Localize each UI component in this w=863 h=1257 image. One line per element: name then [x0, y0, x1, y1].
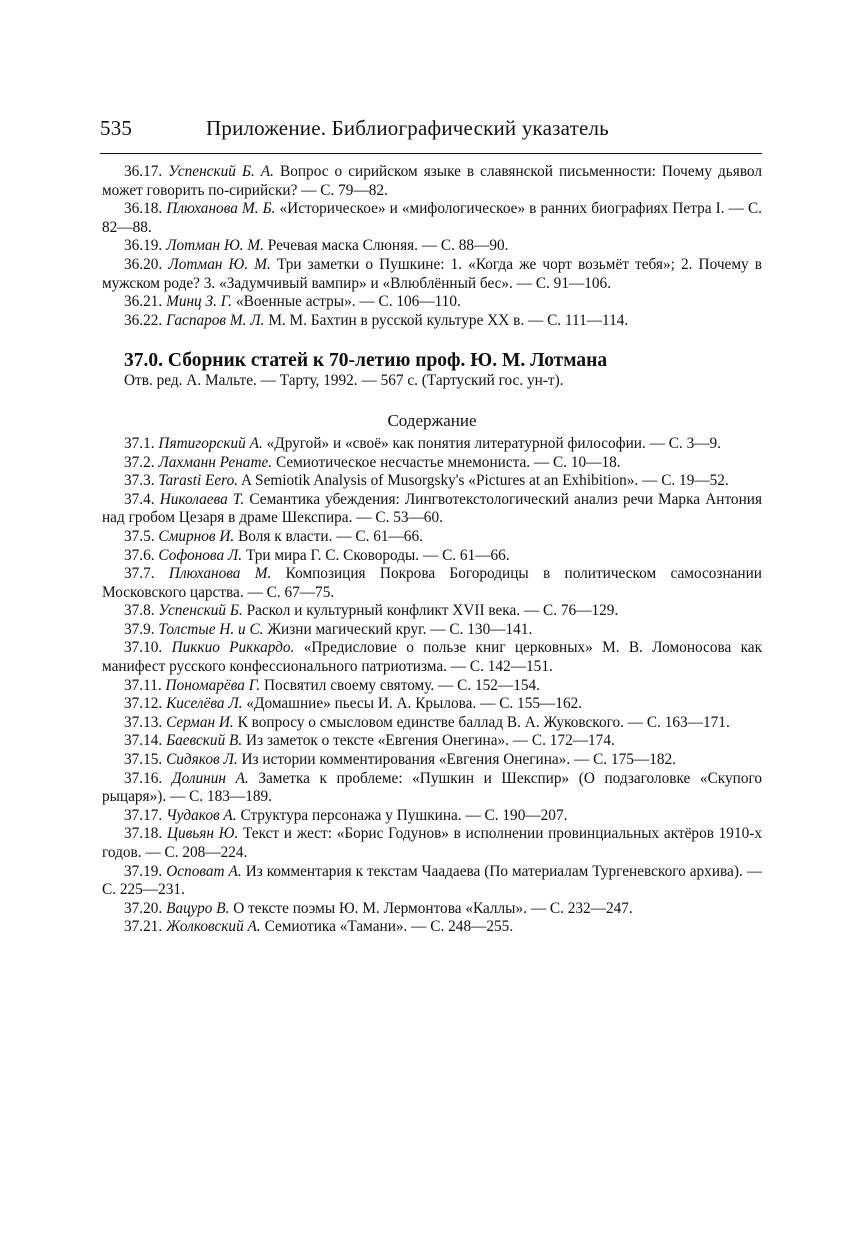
entry-author: Лотман Ю. М. — [166, 237, 264, 255]
entry-text: «Военные астры». — С. 106—110. — [235, 293, 461, 311]
bibliography-entry — [102, 695, 762, 714]
bibliography-entry — [102, 900, 762, 919]
entry-author: Николаева Т. — [159, 490, 245, 508]
bibliography-entry — [102, 639, 762, 676]
entry-author: Чудаков А. — [166, 806, 237, 824]
entry-text: М. М. Бахтин в русской культуре XX в. — С. 111—114. — [268, 311, 629, 329]
entry-number: 37.17. — [124, 806, 163, 824]
bibliography-entry — [102, 714, 762, 733]
entry-text: Вопрос о сирийском языке в славянской письменности: Почему дьявол может говорить по-сирийски? — С. 79—82. — [102, 163, 763, 199]
entry-number: 36.22. — [124, 311, 163, 329]
entry-author: Софонова Л. — [158, 546, 243, 564]
entry-number: 37.3. — [124, 472, 155, 490]
entry-author: Долинин А. — [171, 769, 249, 787]
entry-text: Три мира Г. С. Сковороды. — С. 61—66. — [245, 546, 510, 564]
bibliography-entry — [102, 293, 762, 312]
entry-number: 37.7. — [124, 565, 155, 583]
entry-number: 37.8. — [124, 602, 155, 620]
bibliography-entry — [102, 454, 762, 473]
entry-number: 37.12. — [124, 695, 163, 713]
entry-number: 37.13. — [124, 713, 163, 731]
entry-text: Раскол и культурный конфликт XVII века. — С. 76—129. — [246, 602, 619, 620]
entry-author: Успенский Б. А. — [168, 163, 274, 180]
entry-text: О тексте поэмы Ю. М. Лермонтова «Каллы». — С. 232—247. — [233, 899, 633, 917]
running-title: Приложение. Библиографический указатель — [206, 116, 609, 140]
entry-text: Композиция Покрова Богородицы в политическом самосознании Московского царства. — С. 67—75. — [102, 565, 762, 601]
entry-author: Лотман Ю. М. — [168, 255, 271, 273]
entry-author: Гаспаров М. Л. — [166, 311, 265, 329]
entry-text: «Домашние» пьесы И. А. Крылова. — С. 155—162. — [246, 695, 583, 713]
bibliography-entry — [102, 677, 762, 696]
bibliography-column — [102, 163, 762, 937]
bibliography-entry — [102, 472, 762, 491]
entry-author: Tarasti Eero. — [158, 472, 239, 490]
entry-list-37 — [102, 435, 762, 937]
bibliography-entry — [102, 163, 762, 200]
entry-text: «Историческое» и «мифологическое» в ранних биографиях Петра I. — С. 82—88. — [102, 200, 763, 236]
entry-text: Структура персонажа у Пушкина. — С. 190—207. — [240, 806, 568, 824]
bibliography-entry — [102, 547, 762, 566]
entry-text: Из комментария к текстам Чаадаева (По материалам Тургеневского архива). — С. 225—231. — [102, 862, 762, 899]
section-title: 37.0. Сборник статей к 70-летию проф. Ю. М. Лотмана — [124, 350, 608, 372]
entry-number: 37.1. — [124, 434, 155, 452]
bibliography-entry — [102, 770, 762, 807]
bibliography-entry — [102, 732, 762, 751]
entry-number: 37.14. — [124, 732, 163, 750]
bibliography-entry — [102, 565, 762, 602]
entry-author: Жолковский А. — [166, 918, 261, 936]
section-subtitle: Отв. ред. А. Мальте. — Тарту, 1992. — 567 с. (Тартуский гос. ун-т). — [124, 372, 564, 390]
entry-text: «Предисловие о пользе книг церковных» М. В. Ломоносова как манифест русского конфессионального патриотизма. — С. 142—151. — [102, 639, 763, 676]
entry-text: К вопросу о смысловом единстве баллад В. А. Жуковского. — С. 163—171. — [237, 713, 730, 731]
entry-number: 37.15. — [124, 751, 163, 769]
entry-author: Киселёва Л. — [166, 695, 243, 713]
entry-number: 37.5. — [124, 527, 155, 545]
entry-text: Воля к власти. — С. 61—66. — [238, 527, 423, 545]
bibliography-entry — [102, 825, 762, 862]
entry-number: 37.18. — [124, 825, 163, 843]
entry-author: Плюханова М. Б. — [166, 200, 276, 218]
entry-author: Осповат А. — [166, 862, 242, 880]
entry-author: Пиккио Риккардо. — [171, 639, 295, 657]
entry-text: Текст и жест: «Борис Годунов» в исполнении провинциальных актёров 1910-х годов. — С. 208—224. — [102, 825, 762, 861]
entry-text: Семиотика «Тамани». — С. 248—255. — [264, 918, 514, 936]
entry-author: Лахманн Ренате. — [158, 453, 273, 471]
bibliography-entry — [102, 918, 762, 937]
entry-text: Жизни магический круг. — С. 130—141. — [267, 620, 533, 638]
entry-number: 37.4. — [124, 490, 155, 508]
entry-number: 36.17. — [124, 163, 163, 180]
contents-heading: Содержание — [387, 410, 477, 430]
entry-list-36 — [102, 163, 762, 330]
page-number: 535 — [100, 116, 133, 140]
header-rule — [100, 153, 762, 154]
entry-text: Заметка к проблеме: «Пушкин и Шекспир» (О подзаголовке «Скупого рыцаря»). — С. 183—189. — [102, 769, 763, 806]
entry-author: Минц З. Г. — [166, 293, 233, 311]
bibliography-entry — [102, 435, 762, 454]
entry-text: Из заметок о тексте «Евгения Онегина». — С. 172—174. — [246, 732, 615, 750]
entry-number: 37.20. — [124, 899, 163, 917]
entry-number: 37.2. — [124, 453, 155, 471]
entry-number: 37.6. — [124, 546, 155, 564]
entry-number: 37.11. — [124, 676, 162, 694]
entry-author: Баевский В. — [166, 732, 243, 750]
entry-number: 37.16. — [124, 769, 163, 787]
entry-text: Семантика убеждения: Лингвотекстологический анализ речи Марка Антония над гробом Цезаря в драме Шекспира. — С. 53—60. — [102, 490, 762, 527]
bibliography-entry — [102, 491, 762, 528]
entry-author: Серман И. — [166, 713, 234, 731]
entry-author: Сидяков Л. — [166, 751, 238, 769]
entry-author: Успенский Б. — [158, 602, 243, 620]
entry-author: Смирнов И. — [158, 527, 235, 545]
entry-author: Пономарёва Г. — [165, 676, 261, 694]
entry-text: Посвятил своему святому. — С. 152—154. — [263, 676, 540, 694]
entry-text: Семиотическое несчастье мнемониста. — С. 10—18. — [275, 453, 621, 471]
entry-number: 37.19. — [124, 862, 163, 880]
bibliography-entry — [102, 807, 762, 826]
entry-number: 36.19. — [124, 237, 163, 255]
bibliography-entry — [102, 863, 762, 900]
entry-text: Три заметки о Пушкине: 1. «Когда же чорт возьмёт тебя»; 2. Почему в мужском роде? 3. «Задумчивый вампир» и «Влюблённый бес». — С. 91—106. — [102, 255, 762, 292]
entry-text: A Semiotik Analysis of Musorgsky's «Pictures at an Exhibition». — С. 19—52. — [241, 472, 729, 490]
entry-text: Из истории комментирования «Евгения Онегина». — С. 175—182. — [241, 751, 676, 769]
entry-number: 37.9. — [124, 620, 155, 638]
bibliography-entry — [102, 602, 762, 621]
entry-number: 37.21. — [124, 918, 163, 936]
entry-author: Вацуро В. — [166, 899, 230, 917]
entry-number: 36.21. — [124, 293, 163, 311]
bibliography-entry — [102, 751, 762, 770]
entry-number: 36.20. — [124, 255, 163, 273]
entry-author: Плюханова М. — [168, 565, 272, 583]
bibliography-entry — [102, 528, 762, 547]
bibliography-entry — [102, 200, 762, 237]
bibliography-entry — [102, 256, 762, 293]
entry-author: Толстые Н. и С. — [158, 620, 264, 638]
entry-author: Цивьян Ю. — [166, 825, 239, 843]
entry-author: Пятигорский А. — [158, 434, 263, 452]
bibliography-entry — [102, 621, 762, 640]
entry-text: «Другой» и «своё» как понятия литературной философии. — С. 3—9. — [266, 434, 721, 452]
entry-number: 36.18. — [124, 200, 163, 218]
entry-text: Речевая маска Слюняя. — С. 88—90. — [267, 237, 509, 255]
entry-number: 37.10. — [124, 639, 163, 657]
bibliography-entry — [102, 312, 762, 331]
bibliography-entry — [102, 237, 762, 256]
